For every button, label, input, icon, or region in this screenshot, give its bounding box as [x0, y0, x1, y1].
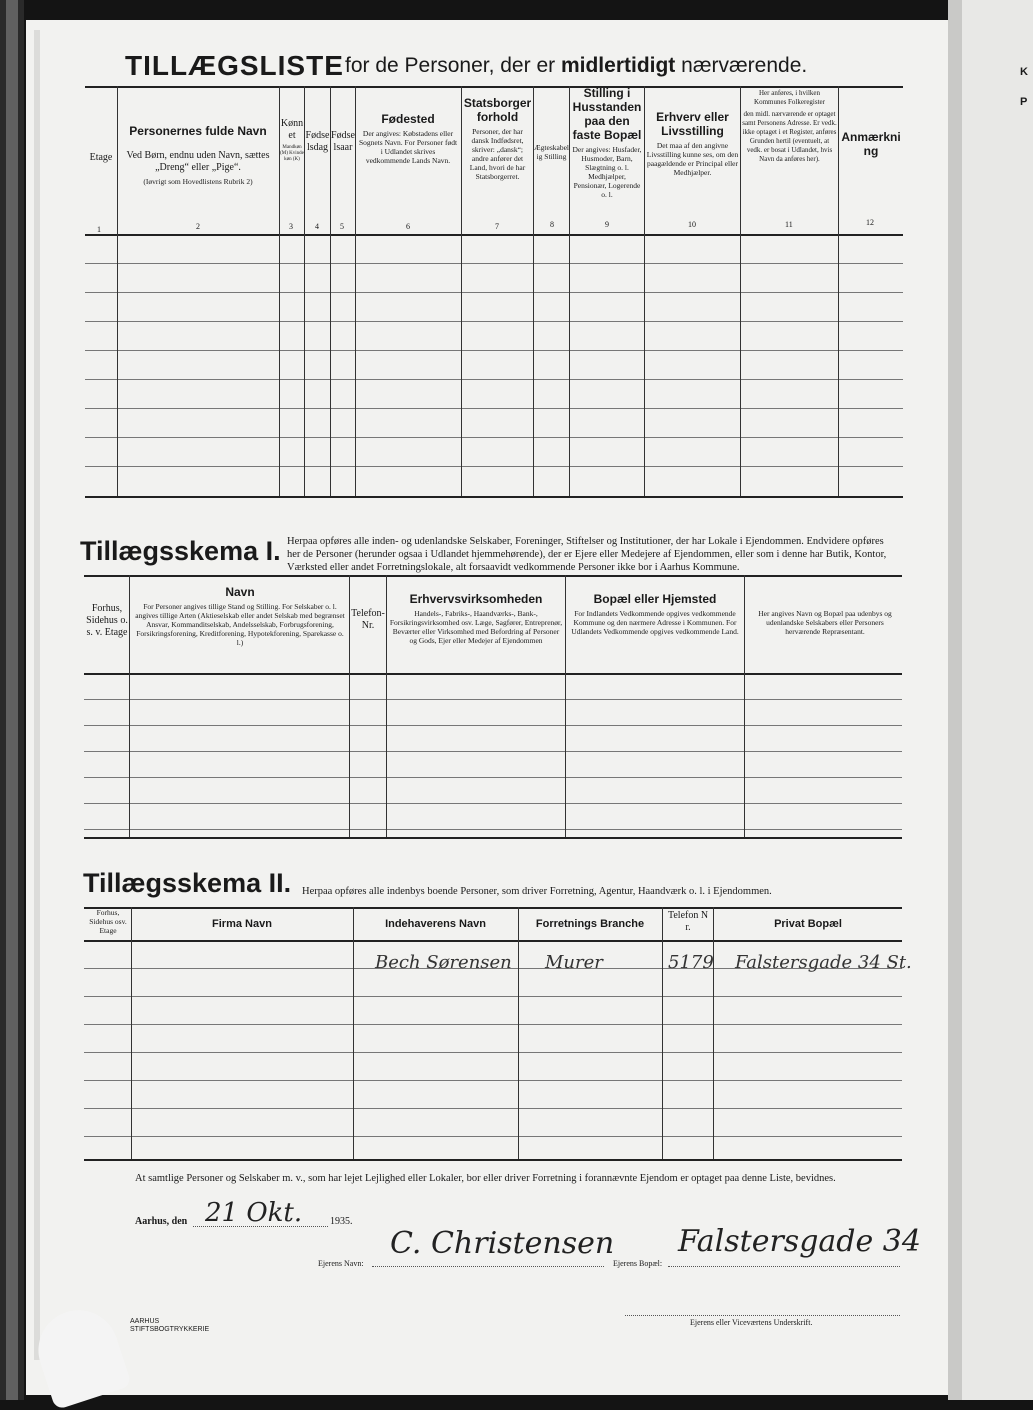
date-handwritten: 21 Okt. — [205, 1198, 303, 1228]
col-header-citizenship: Statsborgerforhold Personer, der har dansk Indfødsret, skriver: „dansk“; andre anfører det Land, hvori de har Statsborgerret. — [463, 96, 532, 181]
telefon-handwritten: 5179 — [668, 952, 714, 973]
page-title: TILLÆGSLISTE — [125, 50, 344, 81]
owner-name-label: Ejerens Navn: — [318, 1259, 364, 1268]
col-header-occupation: Erhverv eller Livsstilling Det maa af den angivne Livsstilling kunne ses, om den paagældende er Principal eller Medhjælper. — [646, 110, 739, 177]
skema1-header-repr: Her angives Navn og Bopæl paa udenbys og udenlandske Selskabers eller Personers herværende Repræsentant. — [758, 609, 892, 636]
skema1-header-border — [84, 673, 902, 675]
col-num: 8 — [550, 220, 554, 229]
indehaver-handwritten: Bech Sørensen — [375, 952, 512, 973]
col-num: 3 — [289, 222, 293, 231]
col-num: 4 — [315, 222, 319, 231]
col-num: 11 — [785, 220, 793, 229]
facing-page-mark-1: K — [1020, 66, 1028, 78]
skema2-note: Herpaa opføres alle indenbys boende Personer, som driver Forretning, Agentur, Haandværk o. l. i Ejendommen. — [302, 886, 772, 897]
owner-address-line — [668, 1266, 900, 1267]
ruled-line — [84, 777, 902, 778]
col-header-birthday: Fødselsdag — [305, 130, 330, 153]
attestation-text: At samtlige Personer og Selskaber m. v., som har lejet Lejlighed eller Lokaler, bor eller driver Forretning i forannævnte Ejendom er optaget paa denne Liste, bevidnes. — [135, 1173, 836, 1184]
skema2-header-etage: Forhus, Sidehus osv. Etage — [89, 908, 127, 935]
list-col-divider — [838, 86, 839, 496]
ruled-line — [85, 466, 903, 467]
skema2-header-firma: Firma Navn — [212, 918, 272, 930]
skema2-col-divider — [353, 907, 354, 1159]
list-col-divider — [461, 86, 462, 496]
owner-name-line — [372, 1266, 604, 1267]
col-header-marital: Ægteskabelig Stilling — [534, 143, 569, 161]
skema1-header-navn: Navn For Personer angives tillige Stand og Stilling. For Selskaber o. l. angives tillige Arten (Aktieselskab eller andet Selskab med begrænset Ansvar, Kommanditselskab, Andelsselskab, Forbrugsforening, Forsikringsforening, Kreditforening, Hypotekforening, Sparekasse o. l.) — [135, 585, 345, 647]
page-edge-shadow — [34, 30, 40, 1360]
col-num: 2 — [196, 222, 200, 231]
skema1-top-border — [84, 575, 902, 577]
list-col-divider — [355, 86, 356, 496]
ruled-line — [85, 321, 903, 322]
skema2-title: Tillægsskema II. — [83, 868, 292, 898]
col-num: 7 — [495, 222, 499, 231]
ruled-line — [84, 803, 902, 804]
owner-address-handwritten: Falstersgade 34 — [678, 1224, 921, 1259]
owner-signature: C. Christensen — [390, 1226, 615, 1261]
branche-handwritten: Murer — [545, 952, 603, 973]
printer-mark: AARHUS STIFTSBOGTRYKKERIE — [130, 1318, 210, 1333]
owner-address-label: Ejerens Bopæl: — [613, 1259, 663, 1268]
skema1-title: Tillægsskema I. — [80, 536, 281, 566]
skema1-header-telefon: Telefon-Nr. — [351, 608, 385, 631]
skema1-header-etage: Forhus, Sidehus o. s. v. Etage — [86, 603, 128, 638]
col-num: 6 — [406, 222, 410, 231]
skema2-header-border — [84, 940, 902, 942]
signature-label: Ejerens eller Viceværtens Underskrift. — [690, 1318, 813, 1327]
page-subtitle: for de Personer, der er midlertidigt nærværende. — [345, 54, 808, 77]
ruled-line — [84, 1052, 902, 1053]
skema2-col-divider — [713, 907, 714, 1159]
col-header-birthplace: Fødested Der angives: Købstadens eller Sognets Navn. For Personer født i Udlandet skrives vedkommende Lands Navn. — [358, 112, 458, 165]
list-bottom-border — [85, 496, 903, 498]
col-num: 9 — [605, 220, 609, 229]
skema1-header-erhverv: Erhvervsvirksomheden Handels-, Fabriks-, Haandværks-, Bank-, Forsikringsvirksomhed osv. Læge, Sagfører, Entreprenør, Beværter eller Virksomhed med Befordring af Personer og Gods, Ejer eller Medejer af Ejendommen — [389, 592, 563, 645]
skema2-col-divider — [518, 907, 519, 1159]
ruled-line — [84, 751, 902, 752]
form-page — [26, 20, 948, 1395]
skema1-header-bopael: Bopæl eller Hjemsted For Indlandets Vedkommende opgives vedkommende Kommune og den nærmere Adresse i Kommunen. For Udlandets Vedkommende opgives vedkommende Land. — [571, 592, 739, 636]
col-header-birthyear: Fødselsaar — [331, 130, 355, 153]
col-num: 1 — [97, 225, 101, 234]
ruled-line — [85, 263, 903, 264]
ruled-line — [84, 1080, 902, 1081]
year-text: 1935. — [330, 1216, 353, 1227]
list-col-divider — [740, 86, 741, 496]
skema2-header-telefon: Telefon Nr. — [667, 910, 709, 933]
spine-binding — [6, 0, 18, 1400]
skema1-col-divider — [386, 575, 387, 837]
place-label: Aarhus, den — [135, 1216, 188, 1227]
ruled-line — [85, 408, 903, 409]
ruled-line — [85, 292, 903, 293]
skema1-note: Herpaa opføres alle inden- og udenlandske Selskaber, Foreninger, Stiftelser og Institutioner, der har Lokale i Ejendommen. Endvidere opføres her de Personer (herunder ogsaa i Udlandet hjemmehørende), der er Ejere eller Medejere af Ejendommen, eller som i denne har Butik, Kontor, Værksted eller andet Forretningslokale, alt forsaavidt vedkommende Personer ikke bor i Aarhus Kommune. — [287, 536, 887, 573]
col-header-remarks: Anmærkning — [841, 130, 901, 158]
bopael-handwritten: Falstersgade 34 St. — [735, 952, 912, 973]
ruled-line — [84, 699, 902, 700]
skema2-header-indehaver: Indehaverens Navn — [385, 918, 486, 930]
skema2-header-branche: Forretnings Branche — [535, 918, 645, 930]
list-col-divider — [644, 86, 645, 496]
col-num: 12 — [866, 218, 874, 227]
col-header-gender: Kønnet Mandkøn (M) Kvindekøn (K) — [280, 118, 304, 162]
ruled-line — [84, 1024, 902, 1025]
skema1-col-divider — [565, 575, 566, 837]
col-num: 5 — [340, 222, 344, 231]
skema2-bottom-border — [84, 1159, 902, 1161]
ruled-line — [84, 725, 902, 726]
list-header-border — [85, 234, 903, 236]
skema2-col-divider — [662, 907, 663, 1159]
ruled-line — [84, 996, 902, 997]
facing-page — [962, 0, 1033, 1400]
ruled-line — [85, 350, 903, 351]
ruled-line — [84, 1108, 902, 1109]
col-header-household: Stilling i Husstanden paa den faste Bopæl Der angives: Husfader, Husmoder, Barn, Slægtning o. l. Medhjælper, Pensionær, Logerende o. l. — [572, 86, 642, 199]
skema2-header-bopael: Privat Bopæl — [774, 918, 842, 930]
col-header-etage: Etage — [89, 152, 113, 163]
ruled-line — [85, 437, 903, 438]
ruled-line — [84, 829, 902, 830]
skema2-col-divider — [131, 907, 132, 1159]
facing-page-mark-2: P — [1020, 96, 1028, 108]
ruled-line — [84, 1136, 902, 1137]
skema1-col-divider — [349, 575, 350, 837]
ruled-line — [85, 379, 903, 380]
signature-line — [625, 1315, 900, 1316]
skema1-col-divider — [744, 575, 745, 837]
skema2-top-border — [84, 907, 902, 909]
col-header-name: Personernes fulde Navn Ved Børn, endnu uden Navn, sættes „Dreng“ eller „Pige“. (Iøvrigt som Hovedlistens Rubrik 2) — [126, 124, 270, 186]
skema1-col-divider — [129, 575, 130, 837]
list-col-divider — [569, 86, 570, 496]
col-header-registry: Her anføres, i hvilken Kommunes Folkeregister den midl. nærværende er optaget samt Personens Adresse. Er vedk. ikke optaget i et Register, anføres Grunden hertil (eventuelt, at vedk. er bosat i Udlandet, hvis Navn da anføres her). — [742, 89, 837, 163]
skema1-bottom-border — [84, 837, 902, 839]
col-num: 10 — [688, 220, 696, 229]
